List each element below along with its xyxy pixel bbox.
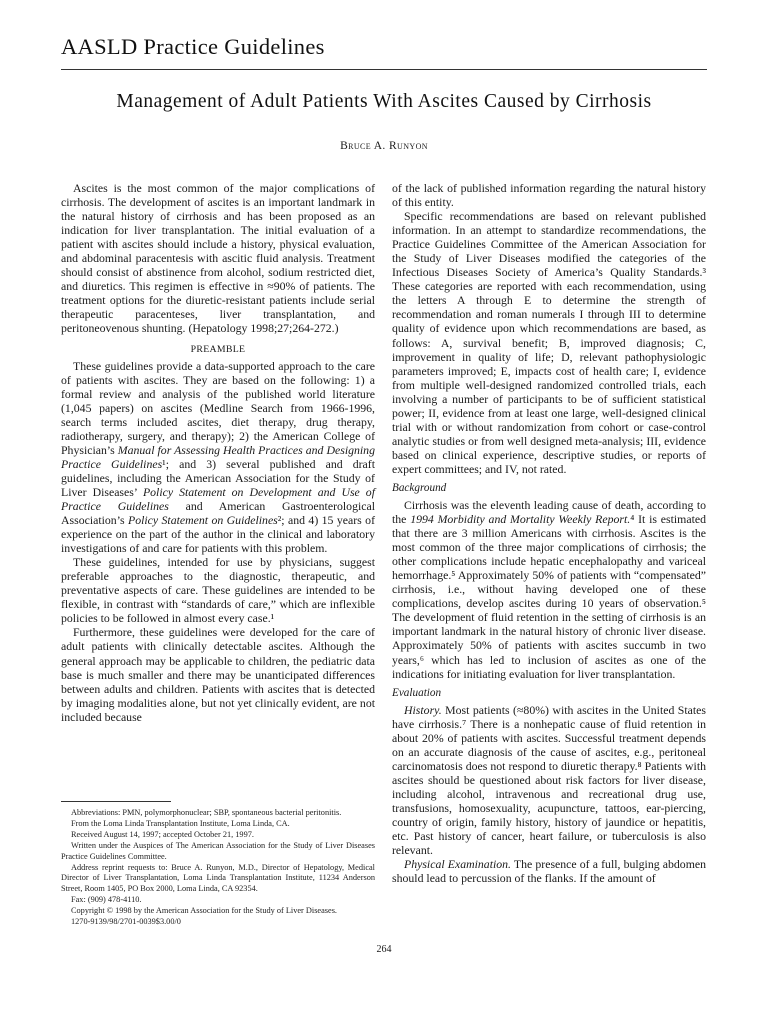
history-paragraph [392, 703, 706, 858]
preamble-p1-policy-title: Policy Statement on Development and Use of Practice Guidelines [61, 484, 375, 513]
abstract-text: Ascites is the most common of the major complications of cirrhosis. The development of ascites is an important landmark in the natural history of cirrhosis and has been proposed as an indication for liver transplantation. The initial evaluation of a patient with ascites should include a history, physical evaluation, and abdominal paracentesis with ascitic fluid analysis. Treatment should consist of abstinence from alcohol, sodium restricted diet, and diuretics. This regimen is effective in ≈90% of patients. The treatment options for the diuretic-resistant patients include serial therapeutic paracenteses, liver transplantation, and peritoneovenous shunting. (Hepatology 1998;27;264-272.) [61, 181, 375, 336]
background-text-c: ⁴ It is estimated that there are 3 million Americans with cirrhosis. Ascites is the most common of the three major complications of cirrhosis; the other complications include hepatic encephalopathy and variceal hemorrhage.⁵ Approximately 50% of patients with “compensated” cirrhosis, i.e., without having developed one of these complications, develop ascites during 10 years of observation.⁵ The development of fluid retention in the setting of cirrhosis is an important landmark in the natural history of chronic liver disease. Approximately 50% of patients with ascites succumb in two years,⁶ which has led to inclusion of ascites as one of the indications for initiating evaluation for liver transplantation. [392, 512, 706, 681]
footnote-rule [61, 801, 171, 802]
left-column [61, 181, 375, 724]
header-rule [61, 69, 707, 70]
background-heading: Background [392, 481, 447, 494]
background-text-a: Cirrhosis was the eleventh leading cause of death, according to the [392, 497, 706, 527]
preamble-heading: PREAMBLE [190, 343, 246, 355]
recommendations-paragraph: Specific recommendations are based on relevant published information. In an attempt to standardize recommendations, the Practice Guidelines Committee of the American Association for the Study of Liver Diseases modified the categories of the Infectious Diseases Society of America’s Quality Standards.³ These categories are reported with each recommendation, using the letters A through E to determine the strength of recommendation and roman numerals I through III to determine quality of evidence upon which recommendations are based, as follows: A, survival benefit; B, improved diagnosis; C, improvement in quality of life; D, relevant pathophysiologic parameters improved; E, impacts cost of health care; I, evidence from multiple well-designed randomized controlled trials, each involving a number of participants to be of sufficient statistical power; II, evidence from at least one large, well-designed clinical trial with or without randomization from cohort or case-control analytic studies or from well designed meta-analysis; III, evidence based on clinical experience, descriptive studies, or reports of expert committees; and IV, not rated. [392, 209, 706, 476]
preamble-p1-manual-title: Manual for Assessing Health Practices and Designing Practice Guidelines [61, 442, 375, 471]
footnote-auspices: Written under the Auspices of The American Association for the Study of Liver Diseases Practice Guidelines Committee. [61, 840, 375, 861]
article-title: Management of Adult Patients With Ascites Caused by Cirrhosis [116, 91, 652, 112]
footnote-reprint-address: Address reprint requests to: Bruce A. Runyon, M.D., Director of Hepatology, Medical Director of Liver Transplantation, Loma Linda Transplantation Institute, 11234 Anderson Street, Room 1405, PO Box 2000, Loma Linda, CA 92354. [61, 862, 375, 894]
preamble-p1-text-a: These guidelines provide a data-supported approach to the care of patients with ascites. They are based on the following: 1) a formal review and analysis of the published world literature (1,045 papers) on ascites (Medline Search from 1966-1996, search terms included ascites, diet therapy, drug therapy, radiotherapy, surgery, and therapy); 2) the American College of Physician’s [61, 358, 375, 457]
background-paragraph [392, 498, 706, 681]
journal-header: AASLD Practice Guidelines [61, 34, 325, 59]
right-column [392, 181, 706, 885]
history-text: Most patients (≈80%) with ascites in the United States have cirrhosis.⁷ There is a nonhepatic cause of fluid retention in about 20% of patients with ascites. Successful treatment depends on an accurate diagnosis of the cause of ascites, e.g., peritoneal carcinomatosis does not respond to diuretic therapy.⁸ Patients with ascites should be questioned about risk factors for liver disease, including alcohol, intravenous and recreational drug use, transfusions, homosexuality, acupuncture, tattoos, ear-piercing, country of origin, family history, history of jaundice or hepatitis, etc. Past history of cancer, heart failure, or tuberculosis is also relevant. [392, 702, 706, 858]
preamble-paragraph-2: These guidelines, intended for use by physicians, suggest preferable approaches to the diagnostic, therapeutic, and preventative aspects of care. These guidelines are intended to be flexible, in contrast with “standards of care,” which are inflexible policies to be followed in almost every case.¹ [61, 555, 375, 626]
footnote-received: Received August 14, 1997; accepted October 21, 1997. [71, 829, 254, 839]
author-name: Bruce A. Runyon [340, 140, 428, 152]
preamble-paragraph-3: Furthermore, these guidelines were developed for the care of adult patients with clinically detectable ascites. Although the general approach may be applicable to children, the pediatric data base is much smaller and there may be unanticipated differences between adults and children. Patients with ascites that is detected by imaging modalities alone, but not yet clinically evident, are not included because [61, 625, 375, 724]
preamble-p1-text-c: ¹; and 3) several published and draft guidelines, including the American Association for the Study of Liver Diseases’ [61, 456, 375, 499]
footnotes [61, 808, 375, 928]
background-report-title: 1994 Morbidity and Mortality Weekly Report. [410, 512, 631, 527]
preamble-p1-text-e: and American Gastroenterological Association’s [61, 498, 375, 528]
physical-exam-paragraph [392, 857, 706, 885]
footnote-fax: Fax: (909) 478-4110. [71, 895, 142, 905]
footnote-abbreviations: Abbreviations: PMN, polymorphonuclear; SBP, spontaneous bacterial peritonitis. [71, 808, 342, 817]
footnote-affiliation: From the Loma Linda Transplantation Institute, Loma Linda, CA. [71, 818, 290, 828]
abstract [61, 181, 375, 336]
evaluation-heading: Evaluation [392, 686, 442, 699]
preamble-p1-text-g: ²; and 4) 15 years of experience on the part of the author in the clinical and laboratory investigations of and care for patients with this problem. [61, 513, 375, 556]
history-label: History. [404, 702, 442, 717]
preamble-p1-guidelines-title: Policy Statement on Guidelines [127, 513, 278, 528]
footnote-issn: 1270-9139/98/2701-0039$3.00/0 [71, 917, 181, 927]
footnote-copyright: Copyright © 1998 by the American Association for the Study of Liver Diseases. [71, 906, 337, 916]
continued-paragraph: of the lack of published information regarding the natural history of this entity. [392, 181, 706, 210]
physical-exam-text: The presence of a full, bulging abdomen should lead to percussion of the flanks. If the amount of [392, 857, 707, 886]
preamble-paragraph-1 [61, 359, 375, 556]
page-number: 264 [376, 944, 392, 955]
physical-exam-label: Physical Examination. [404, 857, 511, 872]
